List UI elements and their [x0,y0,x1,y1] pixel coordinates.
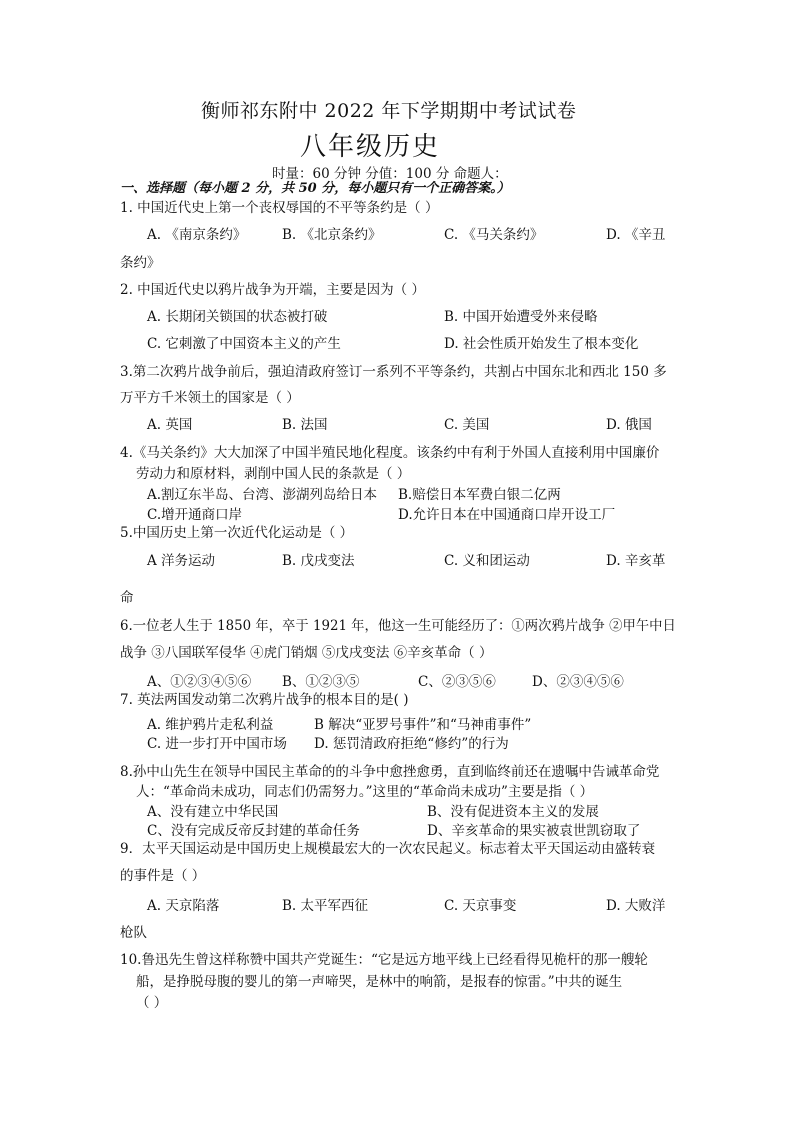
school-title: 衡师祁东附中 2022 年下学期期中考试试卷 [201,100,577,122]
question-1-option-b: B. 《北京条约》 [282,227,382,243]
question-4-stem-line2: 劳动力和原材料，剥削中国人民的条款是（ ） [136,466,411,482]
question-3-option-d: D. 俄国 [606,417,652,433]
question-8-stem-line2: 人：“革命尚未成功，同志们仍需努力。”这里的“革命尚未成功”主要是指（ ） [136,784,594,800]
question-2-option-c: C. 它刺激了中国资本主义的产生 [147,336,341,352]
question-7-option-a: A. 维护鸦片走私利益 [147,717,274,733]
question-2-option-a: A. 长期闭关锁国的状态被打破 [147,309,328,325]
question-7-option-c: C. 进一步打开中国市场 [147,736,287,752]
question-1-stem: 1. 中国近代史上第一个丧权辱国的不平等条约是（ ） [120,200,439,216]
question-9-option-a: A. 天京陷落 [147,898,220,914]
question-9-option-c: C. 天京事变 [444,898,517,914]
exam-meta: 时量：60 分钟 分值：100 分 命题人： [272,166,508,182]
question-9-option-d-wrap: 枪队 [120,925,147,941]
subject-title: 八年级历史 [300,132,441,162]
question-8-option-d: D、辛亥革命的果实被袁世凯窃取了 [427,823,641,839]
question-9-stem-line2: 的事件是（ ） [120,868,206,884]
question-4-option-d: D.允许日本在中国通商口岸开设工厂 [398,507,616,523]
section-heading: 一、选择题（每小题 2 分，共 50 分，每小题只有一个正确答案。） [120,181,510,196]
question-6-option-d: D、②③④⑤⑥ [532,674,624,690]
question-4-option-b: B.赔偿日本军费白银二亿两 [398,487,561,503]
question-3-option-b: B. 法国 [282,417,328,433]
question-2-option-b: B. 中国开始遭受外来侵略 [444,309,598,325]
question-9-stem-line1: 9．太平天国运动是中国历史上规模最宏大的一次农民起义。标志着太平天国运动由盛转衰 [120,841,656,857]
question-1-option-a: A. 《南京条约》 [147,227,247,243]
question-5-option-a: A 洋务运动 [147,553,216,569]
question-5-option-d: D. 辛亥革 [606,553,666,569]
question-6-option-b: B、①②③⑤ [282,674,360,690]
question-4-stem-line1: 4.《马关条约》大大加深了中国半殖民地化程度。该条约中有利于外国人直接利用中国廉价 [120,445,660,461]
question-9-option-b: B. 太平军西征 [282,898,369,914]
question-5-option-d-wrap: 命 [120,590,134,606]
question-7-option-b: B 解决“亚罗号事件”和“马神甫事件” [314,717,532,733]
question-3-option-a: A. 英国 [147,417,193,433]
question-1-option-d: D. 《辛丑 [606,227,666,243]
question-6-stem-line1: 6.一位老人生于 1850 年，卒于 1921 年，他这一生可能经历了：①两次鸦片战争 ②甲午中日 [120,618,676,634]
question-3-stem-line2: 万平方千米领土的国家是（ ） [120,390,300,406]
question-10-stem-line3: （ ） [136,995,168,1011]
question-4-option-a: A.割辽东半岛、台湾、澎湖列岛给日本 [147,487,378,503]
question-6-option-c: C、②③⑤⑥ [418,674,496,690]
question-1-option-d-wrap: 条约》 [120,255,161,271]
question-1-option-c: C. 《马关条约》 [444,227,544,243]
question-7-option-d: D. 惩罚清政府拒绝“修约”的行为 [314,736,509,752]
question-4-option-c: C.增开通商口岸 [147,507,243,523]
question-3-stem-line1: 3.第二次鸦片战争前后，强迫清政府签订一系列不平等条约，共割占中国东北和西北 150 多 [120,364,667,380]
question-5-stem: 5.中国历史上第一次近代化运动是（ ） [120,525,354,541]
question-3-option-c: C. 美国 [444,417,490,433]
question-2-stem: 2. 中国近代史以鸦片战争为开端，主要是因为（ ） [120,282,425,298]
question-7-stem: 7. 英法两国发动第二次鸦片战争的根本目的是( ) [120,692,409,708]
question-8-option-c: C、没有完成反帝反封建的革命任务 [147,823,360,839]
question-9-option-d: D. 大败洋 [606,898,666,914]
question-5-option-b: B. 戊戌变法 [282,553,355,569]
question-6-stem-line2: 战争 ③八国联军侵华 ④虎门销烟 ⑤戊戌变法 ⑥辛亥革命（ ） [120,645,493,661]
question-10-stem-line1: 10.鲁迅先生曾这样称赞中国共产党诞生：“它是远方地平线上已经看得见桅杆的那一艘轮 [120,952,648,968]
question-8-option-b: B、没有促进资本主义的发展 [427,804,599,820]
question-6-option-a: A、①②③④⑤⑥ [147,674,252,690]
question-2-option-d: D. 社会性质开始发生了根本变化 [444,336,639,352]
question-8-option-a: A、没有建立中华民国 [147,804,279,820]
question-5-option-c: C. 义和团运动 [444,553,530,569]
question-8-stem-line1: 8.孙中山先生在领导中国民主革命的的斗争中愈挫愈勇，直到临终前还在遗嘱中告诫革命党 [120,764,660,780]
question-10-stem-line2: 船，是挣脱母腹的婴儿的第一声啼哭，是林中的响箭，是报春的惊雷。”中共的诞生 [136,974,623,990]
